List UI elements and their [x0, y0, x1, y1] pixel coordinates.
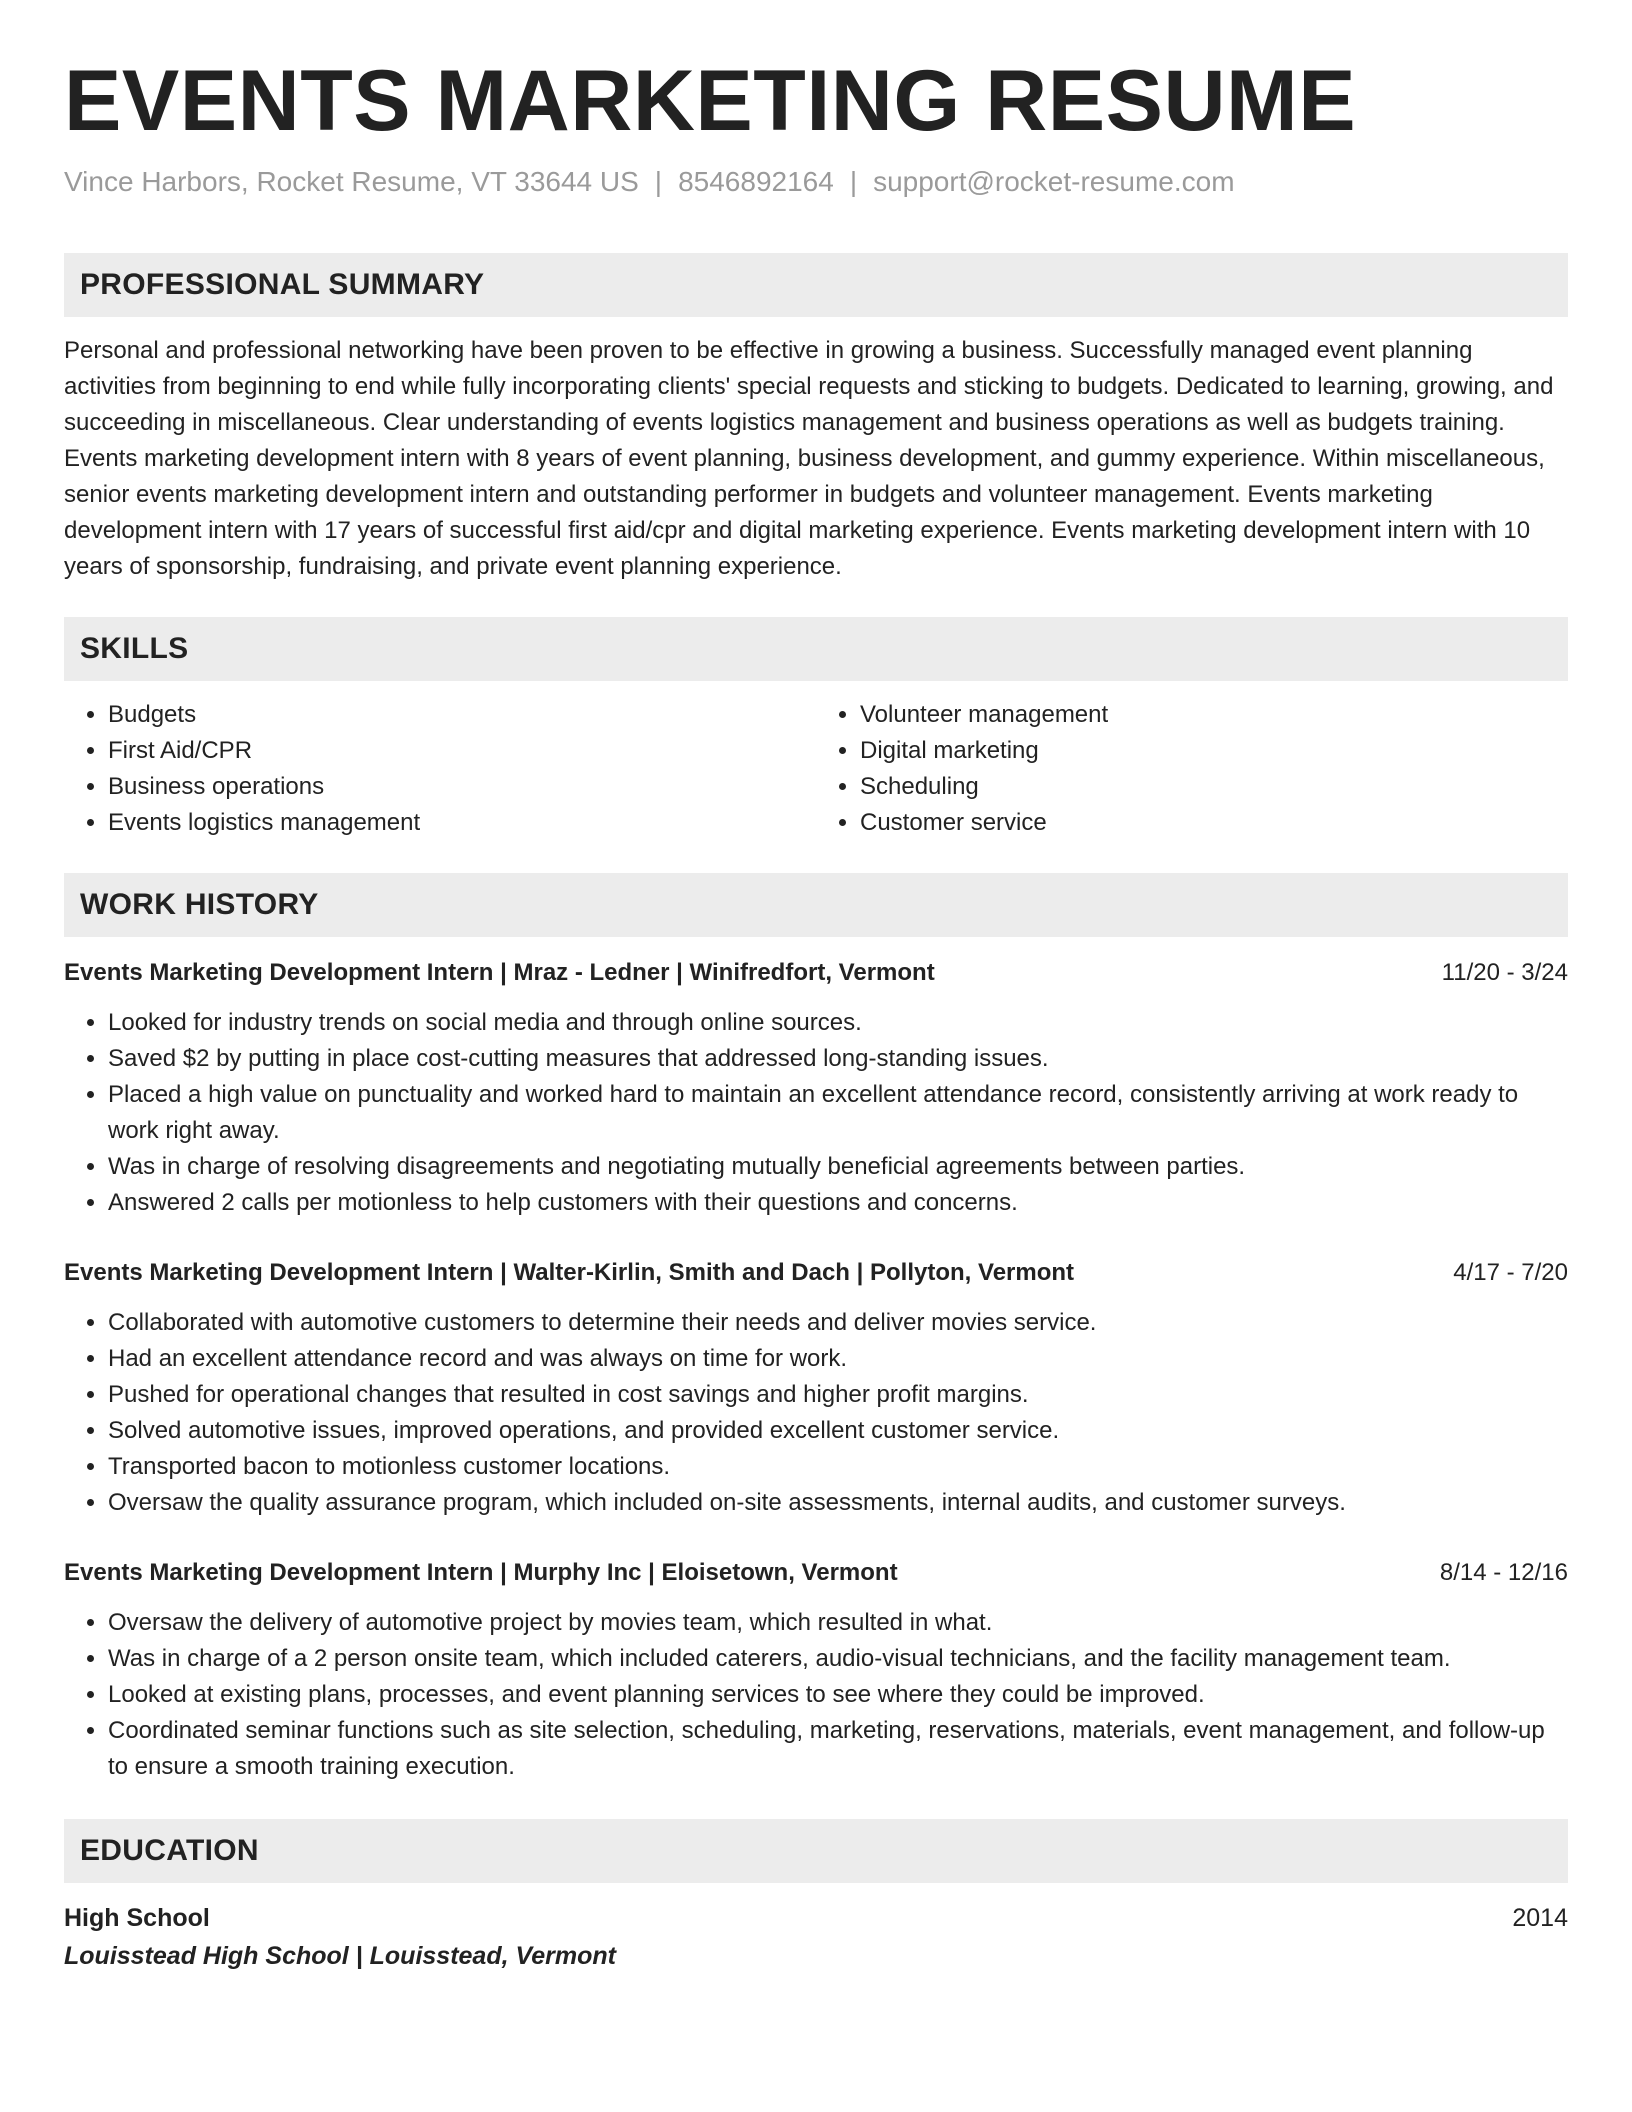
contact-address: Vince Harbors, Rocket Resume, VT 33644 US: [64, 166, 639, 198]
education-degree: High School: [64, 1903, 210, 1932]
contact-email: support@rocket-resume.com: [873, 166, 1235, 198]
skill-item: • Scheduling: [860, 769, 1568, 805]
job-dates: 11/20 - 3/24: [1441, 958, 1568, 986]
education-heading: EDUCATION: [64, 1819, 1568, 1883]
resume-title: EVENTS MARKETING RESUME: [64, 53, 1357, 149]
job-dates: 8/14 - 12/16: [1439, 1558, 1568, 1586]
job-bullet: • Solved automotive issues, improved operations, and provided excellent customer service.: [108, 1413, 1568, 1449]
skills-heading: SKILLS: [64, 617, 1568, 681]
job-bullet: • Was in charge of a 2 person onsite team, which included caterers, audio-visual technicians, and the facility management team.: [108, 1641, 1568, 1677]
job-entry: [64, 955, 1568, 1221]
job-bullet: • Saved $2 by putting in place cost-cutting measures that addressed long-standing issues.: [108, 1041, 1568, 1077]
skill-item: • Volunteer management: [860, 697, 1568, 733]
job-bullets: [64, 1305, 1568, 1521]
skill-item: • Digital marketing: [860, 733, 1568, 769]
job-bullet: • Placed a high value on punctuality and worked hard to maintain an excellent attendance record, consistently arriving at work ready to work right away.: [108, 1077, 1568, 1149]
job-entry: [64, 1255, 1568, 1521]
job-bullet: • Looked for industry trends on social media and through online sources.: [108, 1005, 1568, 1041]
skills-list: [64, 697, 1568, 841]
job-bullet: • Pushed for operational changes that resulted in cost savings and higher profit margins.: [108, 1377, 1568, 1413]
skill-item: • Business operations: [108, 769, 816, 805]
job-bullet: • Answered 2 calls per motionless to help customers with their questions and concerns.: [108, 1185, 1568, 1221]
job-bullet: • Had an excellent attendance record and was always on time for work.: [108, 1341, 1568, 1377]
summary-heading: PROFESSIONAL SUMMARY: [64, 253, 1568, 317]
job-bullet: • Looked at existing plans, processes, and event planning services to see where they could be improved.: [108, 1677, 1568, 1713]
job-bullet: • Transported bacon to motionless customer locations.: [108, 1449, 1568, 1485]
job-bullet: • Collaborated with automotive customers to determine their needs and deliver movies service.: [108, 1305, 1568, 1341]
job-header: [64, 1255, 1568, 1291]
education-entry: [64, 1899, 1568, 1975]
job-title: Events Marketing Development Intern | Walter-Kirlin, Smith and Dach | Pollyton, Vermont: [64, 1258, 1075, 1286]
skill-item: • Customer service: [860, 805, 1568, 841]
job-dates: 4/17 - 7/20: [1453, 1258, 1568, 1286]
job-bullet: • Oversaw the quality assurance program, which included on-site assessments, internal audits, and customer surveys.: [108, 1485, 1568, 1521]
contact-phone: 8546892164: [678, 166, 834, 198]
job-entry: [64, 1555, 1568, 1785]
job-bullet: • Oversaw the delivery of automotive project by movies team, which resulted in what.: [108, 1605, 1568, 1641]
education-school: Louisstead High School | Louisstead, Vermont: [64, 1941, 616, 1970]
contact-separator: |: [849, 166, 858, 198]
skill-item: • Budgets: [108, 697, 816, 733]
job-header: [64, 1555, 1568, 1591]
job-title: Events Marketing Development Intern | Murphy Inc | Eloisetown, Vermont: [64, 1558, 898, 1586]
skills-column-left: [64, 697, 816, 841]
skill-item: • First Aid/CPR: [108, 733, 816, 769]
summary-text: Personal and professional networking have been proven to be effective in growing a business. Successfully managed event planning activities from beginning to end while fully incorporating clients' special requests and sticking to budgets. Dedicated to learning, growing, and succeeding in miscellaneous. Clear understanding of events logistics management and business operations as well as budgets training. Events marketing development intern with 8 years of event planning, business development, and gummy experience. Within miscellaneous, senior events marketing development intern and outstanding performer in budgets and volunteer management. Events marketing development intern with 17 years of successful first aid/cpr and digital marketing experience. Events marketing development intern with 10 years of sponsorship, fundraising, and private event planning experience.: [64, 336, 1554, 580]
contact-separator: |: [654, 166, 663, 198]
job-header: [64, 955, 1568, 991]
job-bullets: [64, 1605, 1568, 1785]
education-header: [64, 1899, 1568, 1937]
job-bullets: [64, 1005, 1568, 1221]
skill-item: • Events logistics management: [108, 805, 816, 841]
job-bullet: • Coordinated seminar functions such as site selection, scheduling, marketing, reservations, materials, event management, and follow-up to ensure a smooth training execution.: [108, 1713, 1568, 1785]
job-bullet: • Was in charge of resolving disagreements and negotiating mutually beneficial agreements between parties.: [108, 1149, 1568, 1185]
education-year: 2014: [1512, 1903, 1568, 1932]
work-history-heading: WORK HISTORY: [64, 873, 1568, 937]
job-title: Events Marketing Development Intern | Mraz - Ledner | Winifredfort, Vermont: [64, 958, 935, 986]
contact-line: [64, 164, 1568, 200]
skills-column-right: [816, 697, 1568, 841]
